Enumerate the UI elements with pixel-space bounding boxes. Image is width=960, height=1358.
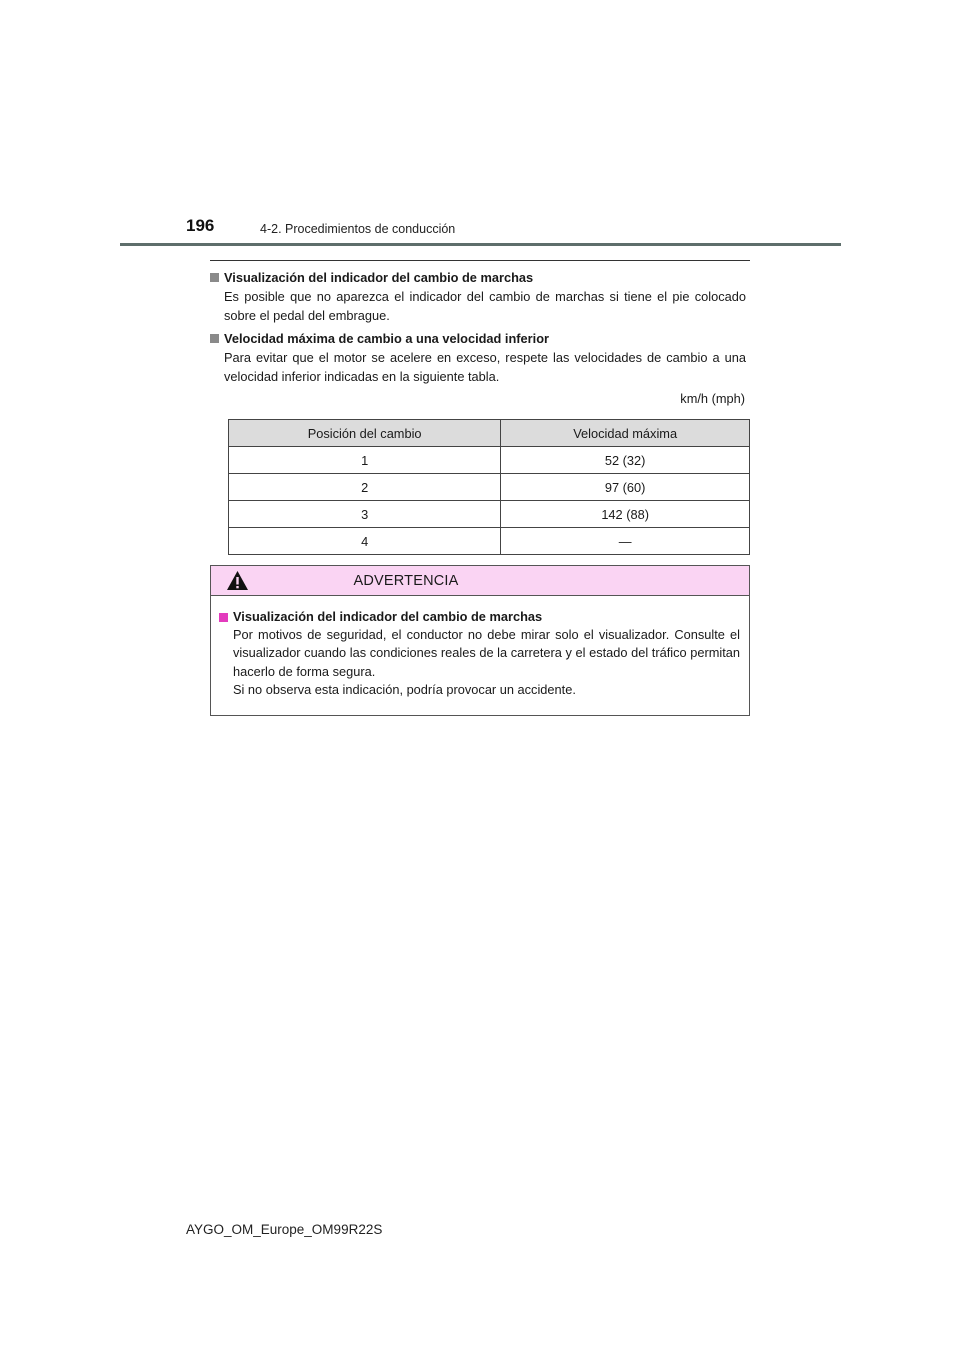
table-cell: — xyxy=(501,528,750,555)
warning-header xyxy=(211,566,749,596)
column-header: Posición del cambio xyxy=(229,420,501,447)
table-cell: 3 xyxy=(229,501,501,528)
table-cell: 4 xyxy=(229,528,501,555)
warning-body xyxy=(219,626,740,699)
square-bullet-icon xyxy=(210,273,219,282)
shift-speed-table xyxy=(228,419,750,555)
warning-content xyxy=(211,596,749,699)
warning-box xyxy=(210,565,750,716)
warning-heading: Visualización del indicador del cambio de marchas xyxy=(233,609,543,624)
warning-triangle-icon xyxy=(226,570,249,591)
column-header: Velocidad máxima xyxy=(501,420,750,447)
table-cell: 2 xyxy=(229,474,501,501)
table-cell: 1 xyxy=(229,447,501,474)
note-body: Es posible que no aparezca el indicador del cambio de marchas si tiene el pie colocado sobre el pedal del embrague. xyxy=(224,289,746,323)
warning-text: Por motivos de seguridad, el conductor no debe mirar solo el visualizador. Consulte el visualizador cuando las condiciones reales de la carretera y el estado del tráfico permitan hacerlo de forma segura. xyxy=(233,627,740,679)
warning-text: Si no observa esta indicación, podría provocar un accidente. xyxy=(233,681,576,697)
table-cell: 97 (60) xyxy=(501,474,750,501)
note-gear-indicator xyxy=(210,268,746,325)
table-row xyxy=(229,474,750,501)
warning-title: ADVERTENCIA xyxy=(353,572,459,589)
table-row xyxy=(229,447,750,474)
square-bullet-icon xyxy=(210,334,219,343)
section-title: 4-2. Procedimientos de conducción xyxy=(260,222,456,236)
table-row xyxy=(229,501,750,528)
page-number: 196 xyxy=(186,216,215,235)
footer-document-code: AYGO_OM_Europe_OM99R22S xyxy=(186,1222,383,1237)
note-body: Para evitar que el motor se acelere en exceso, respete las velocidades de cambio a una velocidad inferior indicadas en la siguiente tabla. xyxy=(224,350,746,384)
table-cell: 142 (88) xyxy=(501,501,750,528)
content-divider xyxy=(210,260,750,261)
note-max-downshift-speed xyxy=(210,329,746,386)
note-heading: Velocidad máxima de cambio a una velocidad inferior xyxy=(224,331,550,346)
table-cell: 52 (32) xyxy=(501,447,750,474)
table-row xyxy=(229,528,750,555)
header-rule xyxy=(120,243,841,246)
unit-label: km/h (mph) xyxy=(680,391,745,406)
table-header-row xyxy=(229,420,750,447)
note-heading: Visualización del indicador del cambio de marchas xyxy=(224,270,534,285)
square-bullet-icon xyxy=(219,613,228,622)
